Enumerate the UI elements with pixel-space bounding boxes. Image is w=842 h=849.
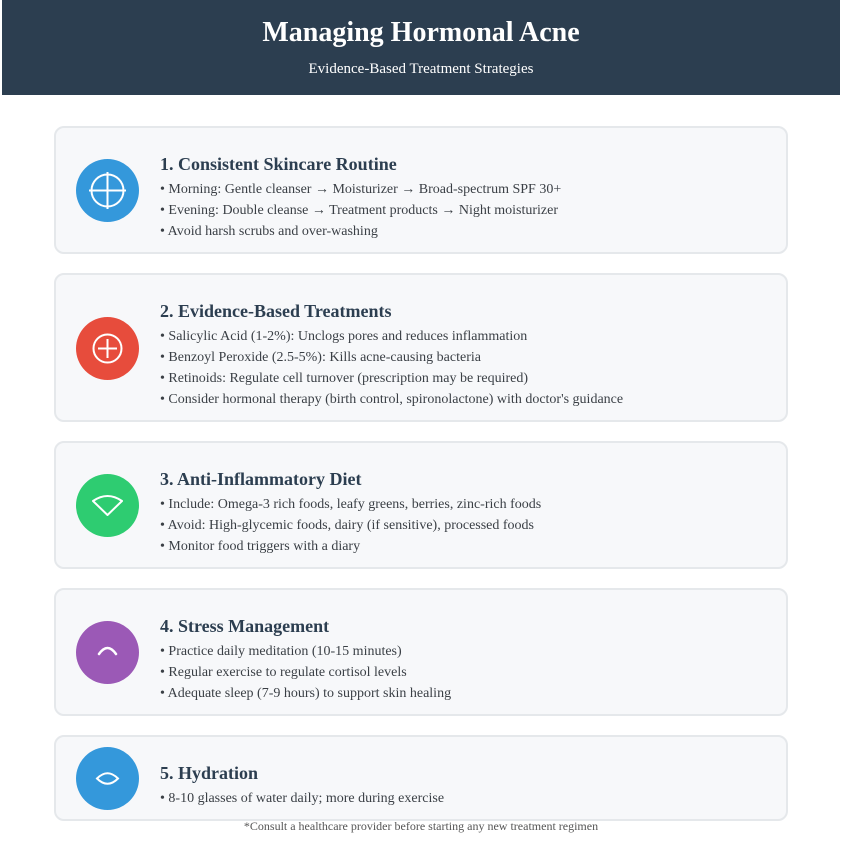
card-title: 4. Stress Management <box>160 616 330 636</box>
list-item: • Adequate sleep (7-9 hours) to support skin healing <box>160 686 452 701</box>
eye-drop-icon <box>76 747 139 810</box>
list-item: • Monitor food triggers with a diary <box>160 539 361 554</box>
list-item: • Morning: Gentle cleanser → Moisturizer → Broad-spectrum SPF 30+ <box>160 182 562 197</box>
crosshair-icon <box>76 159 139 222</box>
card-body <box>160 467 770 557</box>
list-item: • Practice daily meditation (10-15 minutes) <box>160 644 402 659</box>
card-evidence-treatments <box>54 273 788 422</box>
list-item: • Include: Omega-3 rich foods, leafy greens, berries, zinc-rich foods <box>160 497 542 512</box>
card-title: 2. Evidence-Based Treatments <box>160 301 392 321</box>
card-title: 1. Consistent Skincare Routine <box>160 154 397 174</box>
card-stress-management <box>54 588 788 716</box>
card-anti-inflammatory-diet <box>54 441 788 569</box>
card-skincare-routine <box>54 126 788 254</box>
card-title: 5. Hydration <box>160 763 259 783</box>
card-body <box>160 152 770 242</box>
card-body <box>160 761 770 809</box>
card-list <box>160 494 770 557</box>
calm-arc-icon <box>76 621 139 684</box>
card-title: 3. Anti-Inflammatory Diet <box>160 469 362 489</box>
list-item: • Salicylic Acid (1-2%): Unclogs pores and reduces inflammation <box>160 329 528 344</box>
card-body <box>160 614 770 704</box>
page-title: Managing Hormonal Acne <box>262 17 580 48</box>
disclaimer-footnote: *Consult a healthcare provider before starting any new treatment regimen <box>243 819 599 833</box>
page-header <box>2 0 840 95</box>
page-subtitle: Evidence-Based Treatment Strategies <box>308 61 534 77</box>
list-item: • Evening: Double cleanse → Treatment products → Night moisturizer <box>160 203 558 218</box>
list-item: • Benzoyl Peroxide (2.5-5%): Kills acne-causing bacteria <box>160 350 481 365</box>
card-list <box>160 326 770 410</box>
card-list <box>160 179 770 242</box>
bowl-icon <box>76 474 139 537</box>
medical-plus-icon <box>76 317 139 380</box>
list-item: • 8-10 glasses of water daily; more during exercise <box>160 791 445 806</box>
list-item: • Retinoids: Regulate cell turnover (prescription may be required) <box>160 371 529 386</box>
card-body <box>160 299 770 410</box>
card-list <box>160 641 770 704</box>
list-item: • Regular exercise to regulate cortisol levels <box>160 665 407 680</box>
card-hydration <box>54 735 788 821</box>
card-list <box>160 788 770 809</box>
list-item: • Avoid: High-glycemic foods, dairy (if sensitive), processed foods <box>160 518 535 533</box>
list-item: • Avoid harsh scrubs and over-washing <box>160 224 378 239</box>
list-item: • Consider hormonal therapy (birth control, spironolactone) with doctor's guidance <box>160 392 624 407</box>
